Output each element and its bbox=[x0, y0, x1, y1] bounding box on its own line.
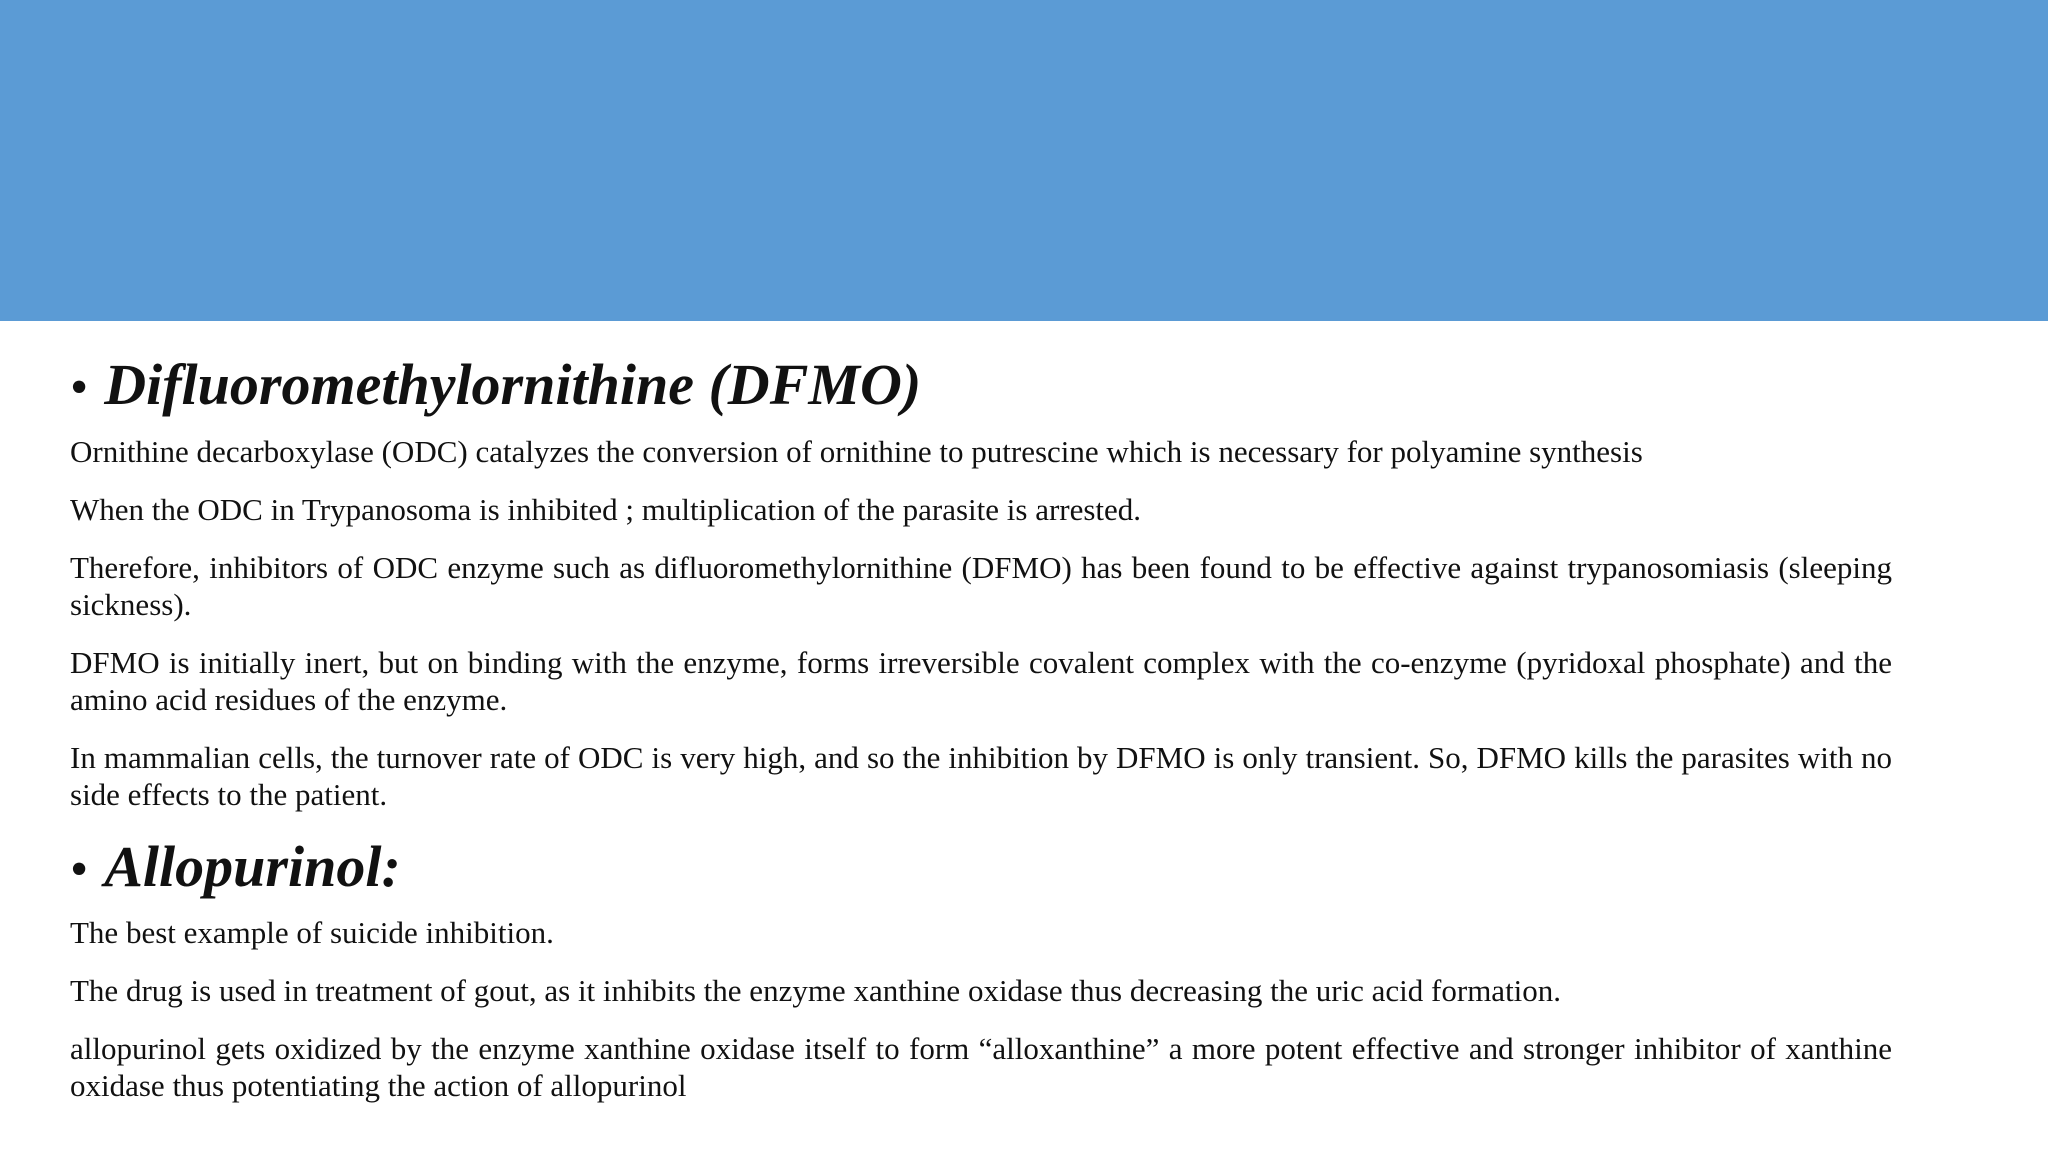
section-title: Allopurinol: bbox=[104, 833, 401, 899]
paragraph: DFMO is initially inert, but on binding with the enzyme, forms irreversible covalent complex with the co-enzyme (pyridoxal phosphate) and the amino acid residues of the enzyme. bbox=[70, 644, 1892, 717]
section-heading bbox=[70, 834, 1892, 901]
slide-body bbox=[70, 352, 1892, 1125]
paragraph: allopurinol gets oxidized by the enzyme xanthine oxidase itself to form “alloxanthine” a more potent effective and stronger inhibitor of xanthine oxidase thus potentiating the action of allopurinol bbox=[70, 1031, 1892, 1104]
paragraph: Therefore, inhibitors of ODC enzyme such as difluoromethylornithine (DFMO) has been found to be effective against trypanosomiasis (sleeping sickness). bbox=[70, 549, 1892, 622]
bullet-icon: • bbox=[70, 840, 89, 898]
section-allopurinol bbox=[70, 834, 1892, 1105]
paragraph: The drug is used in treatment of gout, as it inhibits the enzyme xanthine oxidase thus decreasing the uric acid formation. bbox=[70, 973, 1562, 1009]
section-title: Difluoromethylornithine (DFMO) bbox=[104, 352, 922, 417]
bullet-icon: • bbox=[70, 359, 89, 416]
paragraph: The best example of suicide inhibition. bbox=[70, 915, 554, 951]
paragraph: In mammalian cells, the turnover rate of ODC is very high, and so the inhibition by DFMO is only transient. So, DFMO kills the parasites with no side effects to the patient. bbox=[70, 739, 1892, 812]
paragraph: When the ODC in Trypanosoma is inhibited ; multiplication of the parasite is arrested. bbox=[70, 491, 1142, 527]
section-heading bbox=[70, 352, 1892, 419]
title-banner bbox=[0, 0, 2048, 321]
section-dfmo bbox=[70, 352, 1892, 813]
paragraph: Ornithine decarboxylase (ODC) catalyzes the conversion of ornithine to putrescine which is necessary for polyamine synthesis bbox=[70, 433, 1643, 469]
